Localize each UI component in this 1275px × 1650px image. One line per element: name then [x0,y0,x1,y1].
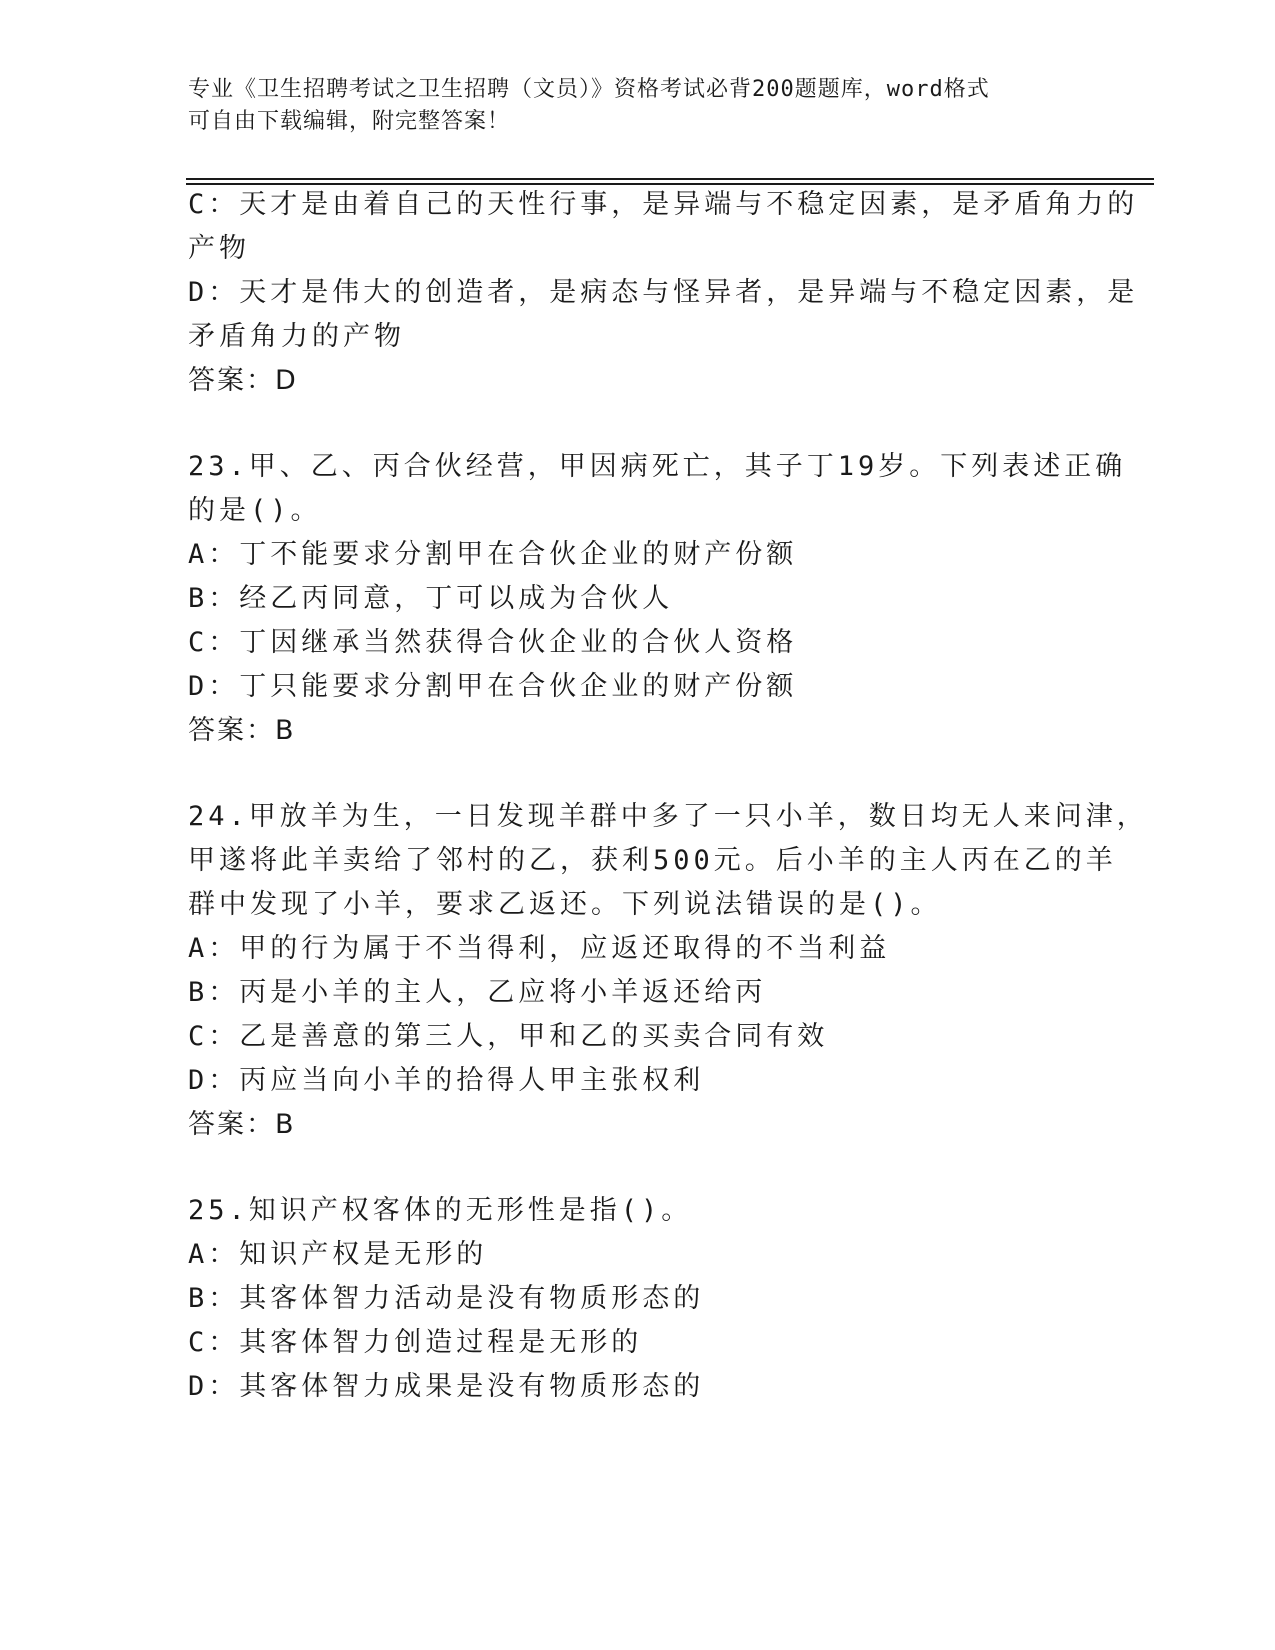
header-title-line-2: 可自由下载编辑，附完整答案！ [188,109,511,134]
header-title-line-1: 专业《卫生招聘考试之卫生招聘（文员）》资格考试必背200题题库，word格式 [188,77,990,102]
q25-option-d: D：其客体智力成果是没有物质形态的 [188,1371,705,1402]
q24-option-a: A：甲的行为属于不当得利，应返还取得的不当利益 [188,933,891,964]
q24-option-d: D：丙应当向小羊的拾得人甲主张权利 [188,1065,705,1096]
prev-question-option-d-cont: 矛盾角力的产物 [188,321,405,352]
q23-stem-cont: 的是()。 [188,495,322,526]
prev-question-option-d: D：天才是伟大的创造者，是病态与怪异者，是异端与不稳定因素，是 [188,277,1139,308]
q24-stem-cont-1: 甲遂将此羊卖给了邻村的乙，获利500元。后小羊的主人丙在乙的羊 [188,845,1117,876]
prev-question-answer: 答案：D [188,365,298,396]
q25-option-c: C：其客体智力创造过程是无形的 [188,1327,643,1358]
q23-answer: 答案：B [188,715,296,746]
header-divider-top [186,178,1154,180]
q24-option-b: B：丙是小羊的主人，乙应将小羊返还给丙 [188,977,767,1008]
q24-stem: 24.甲放羊为生，一日发现羊群中多了一只小羊，数日均无人来问津， [188,801,1148,832]
q23-option-c: C：丁因继承当然获得合伙企业的合伙人资格 [188,627,798,658]
prev-question-option-c-cont: 产物 [188,233,250,264]
prev-question-option-c: C：天才是由着自己的天性行事，是异端与不稳定因素，是矛盾角力的 [188,189,1139,220]
q25-option-b: B：其客体智力活动是没有物质形态的 [188,1283,705,1314]
q24-option-c: C：乙是善意的第三人，甲和乙的买卖合同有效 [188,1021,829,1052]
document-header [188,74,1088,138]
q24-stem-cont-2: 群中发现了小羊，要求乙返还。下列说法错误的是()。 [188,889,942,920]
q25-stem: 25.知识产权客体的无形性是指()。 [188,1195,693,1226]
q23-option-d: D：丁只能要求分割甲在合伙企业的财产份额 [188,671,798,702]
q23-option-b: B：经乙丙同意，丁可以成为合伙人 [188,583,674,614]
q23-stem: 23.甲、乙、丙合伙经营，甲因病死亡，其子丁19岁。下列表述正确 [188,451,1127,482]
q23-option-a: A：丁不能要求分割甲在合伙企业的财产份额 [188,539,798,570]
q24-answer: 答案：B [188,1109,296,1140]
q25-option-a: A：知识产权是无形的 [188,1239,488,1270]
